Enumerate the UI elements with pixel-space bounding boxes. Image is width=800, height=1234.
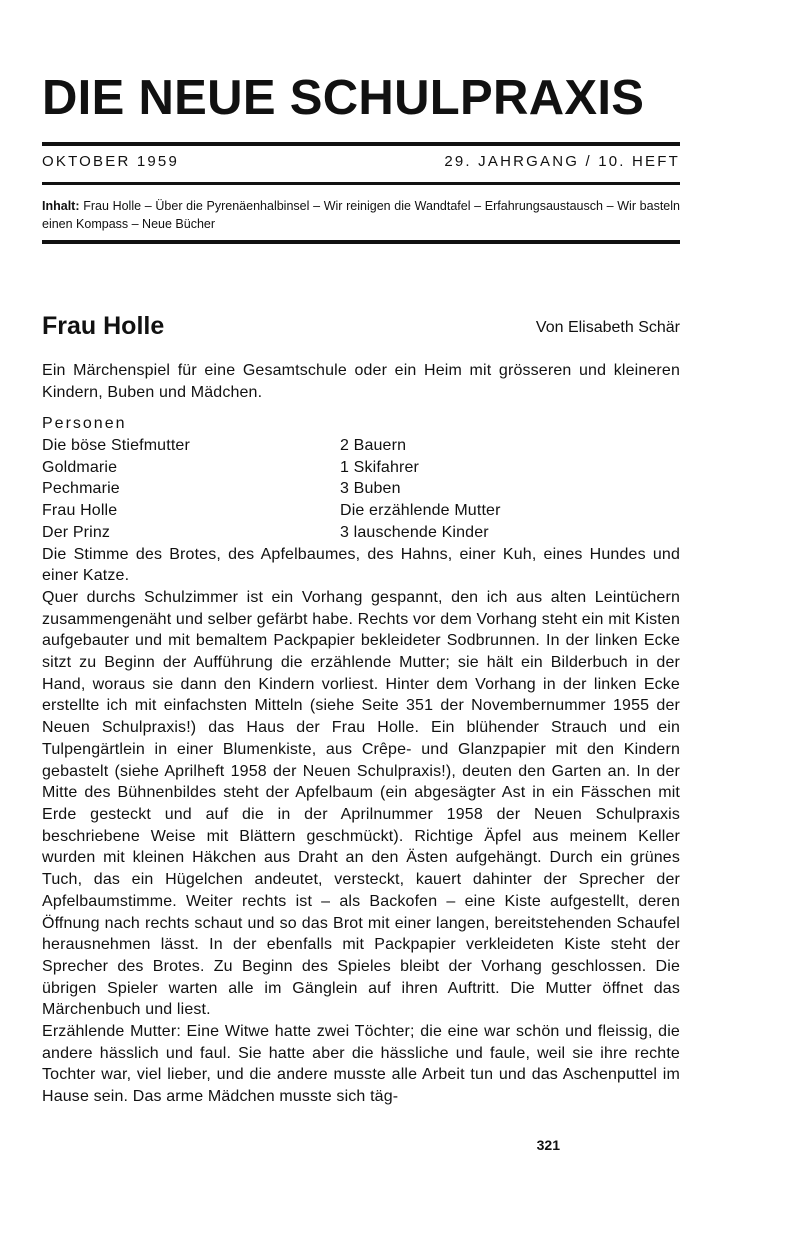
table-of-contents: [42, 197, 680, 233]
page-number: 321: [536, 1137, 560, 1153]
article-header: [42, 312, 680, 344]
contents-label: Inhalt:: [42, 199, 80, 213]
bottom-rule: [42, 240, 680, 244]
cast-item: Frau Holle: [42, 502, 118, 520]
stage-paragraph: Quer durchs Schulzimmer ist ein Vorhang gespannt, den ich aus alten Leintüchern zusammengenäht und selber gefärbt habe. Rechts vor dem Vorhang steht ein mit Kisten aufgebauter und mit bemaltem Packpapier bekleideter Sodbrunnen. In der linken Ecke sitzt zu Beginn der Aufführung die erzählende Mutter; sie hält ein Bilderbuch in der Hand, woraus sie dann den Kindern vorliest. Hinter dem Vorhang in der linken Ecke erstellte ich mit einfachsten Mitteln (siehe Seite 351 der Novembernummer 1955 der Neuen Schulpraxis!) das Haus der Frau Holle. Ein blühender Strauch und ein Tulpengärtlein in einer Blumenkiste, aus Crêpe- und Glanzpapier mit den Kindern gebastelt (siehe Aprilheft 1958 der Neuen Schulpraxis!), deuten den Garten an. In der Mitte des Bühnenbildes steht der Apfelbaum (ein abgesägter Ast in ein Fässchen mit Erde gesteckt und auf die in der Aprilnummer 1958 der Neuen Schulpraxis beschriebene Weise mit Blättern geschmückt). Richtige Äpfel aus meinem Keller wurden mit kleinen Häkchen aus Draht an den Ästen aufgehängt. Durch ein grünes Tuch, das ein Hügelchen andeutet, versteckt, kauert dahinter der Sprecher der Apfelbaumstimme. Weiter rechts ist – als Backofen – eine Kiste aufgestellt, deren Öffnung nach rechts schaut und so das Brot mit einer langen, bereitstehenden Schaufel herausnehmen lässt. In der ebenfalls mit Packpapier verkleideten Kiste steht der Sprecher des Brotes. Zu Beginn des Spieles bleibt der Vorhang geschlossen. Die übrigen Spieler warten alle im Gänglein auf ihren Auftritt. Die Mutter öffnet das Märchenbuch und liest.: [42, 588, 680, 1019]
cast-list: [42, 435, 680, 543]
cast-row: [42, 500, 680, 522]
article-author: Von Elisabeth Schär: [535, 319, 680, 336]
article-body: [42, 360, 680, 1108]
cast-item: Die erzählende Mutter: [340, 502, 501, 520]
cast-row: [42, 435, 680, 457]
middle-rule: [42, 182, 680, 185]
intro-paragraph: Ein Märchenspiel für eine Gesamtschule oder ein Heim mit grösseren und kleineren Kindern, Buben und Mädchen.: [42, 362, 680, 401]
cast-item: Der Prinz: [42, 523, 111, 541]
cast-item: Die böse Stiefmutter: [42, 437, 190, 455]
cast-item: Pechmarie: [42, 480, 120, 498]
cast-heading: Personen: [42, 415, 127, 433]
cast-row: [42, 478, 680, 500]
article-title: Frau Holle: [42, 312, 165, 340]
contents-list: Frau Holle – Über die Pyrenäenhalbinsel – Wir reinigen die Wandtafel – Erfahrungsaustausch – Wir basteln einen Kompass – Neue Bücher: [42, 199, 680, 231]
cast-item: 3 Buben: [340, 480, 401, 498]
journal-masthead: DIE NEUE SCHULPRAXIS: [42, 71, 645, 125]
cast-item: Goldmarie: [42, 458, 118, 476]
top-rule: [42, 142, 680, 146]
cast-item: 1 Skifahrer: [340, 458, 420, 476]
issue-date: OKTOBER 1959: [42, 153, 180, 170]
cast-row: [42, 457, 680, 479]
cast-item: 2 Bauern: [340, 437, 407, 455]
cast-item: 3 lauschende Kinder: [340, 523, 489, 541]
cast-row: [42, 522, 680, 544]
narration-paragraph: Erzählende Mutter: Eine Witwe hatte zwei Töchter; die eine war schön und fleissig, die andere hässlich und faul. Sie hatte aber die hässliche und faule, weil sie ihre rechte Tochter war, viel lieber, und die andere musste alle Arbeit tun und das Aschenputtel im Hause sein. Das arme Mädchen musste sich täg-: [42, 1023, 680, 1106]
issue-volume: 29. JAHRGANG / 10. HEFT: [444, 153, 680, 170]
voices-paragraph: Die Stimme des Brotes, des Apfelbaumes, des Hahns, einer Kuh, eines Hundes und einer Katze.: [42, 545, 680, 585]
